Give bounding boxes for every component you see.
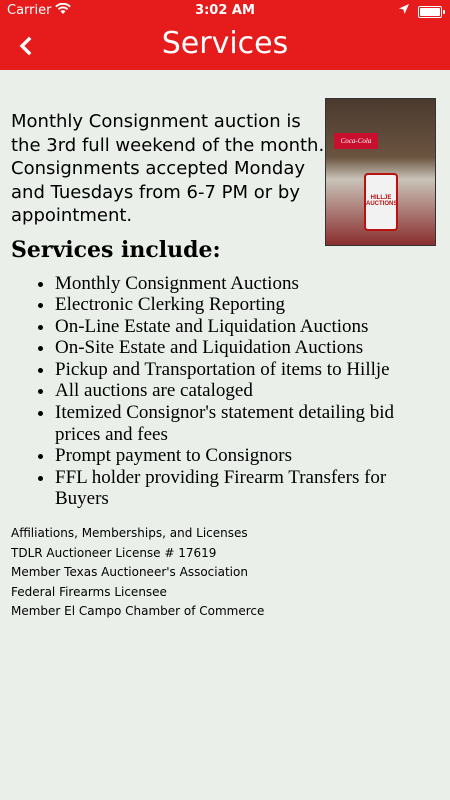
status-bar [0,0,450,22]
affiliation-line: TDLR Auctioneer License # 17619 [11,545,217,560]
auction-sign-text: HILLJE AUCTIONS [366,195,398,207]
status-time: 3:02 AM [195,3,255,18]
list-item: • Monthly Consignment Auctions [55,273,435,295]
list-item: • On-Line Estate and Liquidation Auctions [55,316,435,338]
list-item: • Electronic Clerking Reporting [55,294,435,316]
list-item: • Pickup and Transportation of items to Hillje [55,359,435,381]
list-item: • On-Site Estate and Liquidation Auctions [55,337,435,359]
affiliation-line: Federal Firearms Licensee [11,584,167,599]
list-item: • Itemized Consignor's statement detailing bid prices and fees [55,402,435,445]
cola-sign: Coca-Cola [334,133,378,149]
affiliation-line: Member El Campo Chamber of Commerce [11,604,265,619]
main-content [11,98,435,622]
location-arrow-icon [398,3,410,19]
affiliation-line: Member Texas Auctioneer's Association [11,565,248,580]
services-heading: Services include: [11,236,221,263]
services-list [11,273,435,511]
affiliations-block [11,524,435,622]
nav-header [0,0,450,70]
list-item: • FFL holder providing Firearm Transfers for Buyers [55,467,435,510]
list-item: • Prompt payment to Consignors [55,445,435,467]
battery-icon [418,6,442,18]
page-title: Services [161,26,289,61]
intro-text: Monthly Consignment auction is the 3rd full weekend of the month. Consignments accepted Monday and Tuesdays from 6-7 PM or by appointment. [11,111,325,226]
carrier-label: Carrier [7,3,52,18]
list-item: • All auctions are cataloged [55,380,435,402]
affiliations-heading: Affiliations, Memberships, and Licenses [11,526,248,541]
